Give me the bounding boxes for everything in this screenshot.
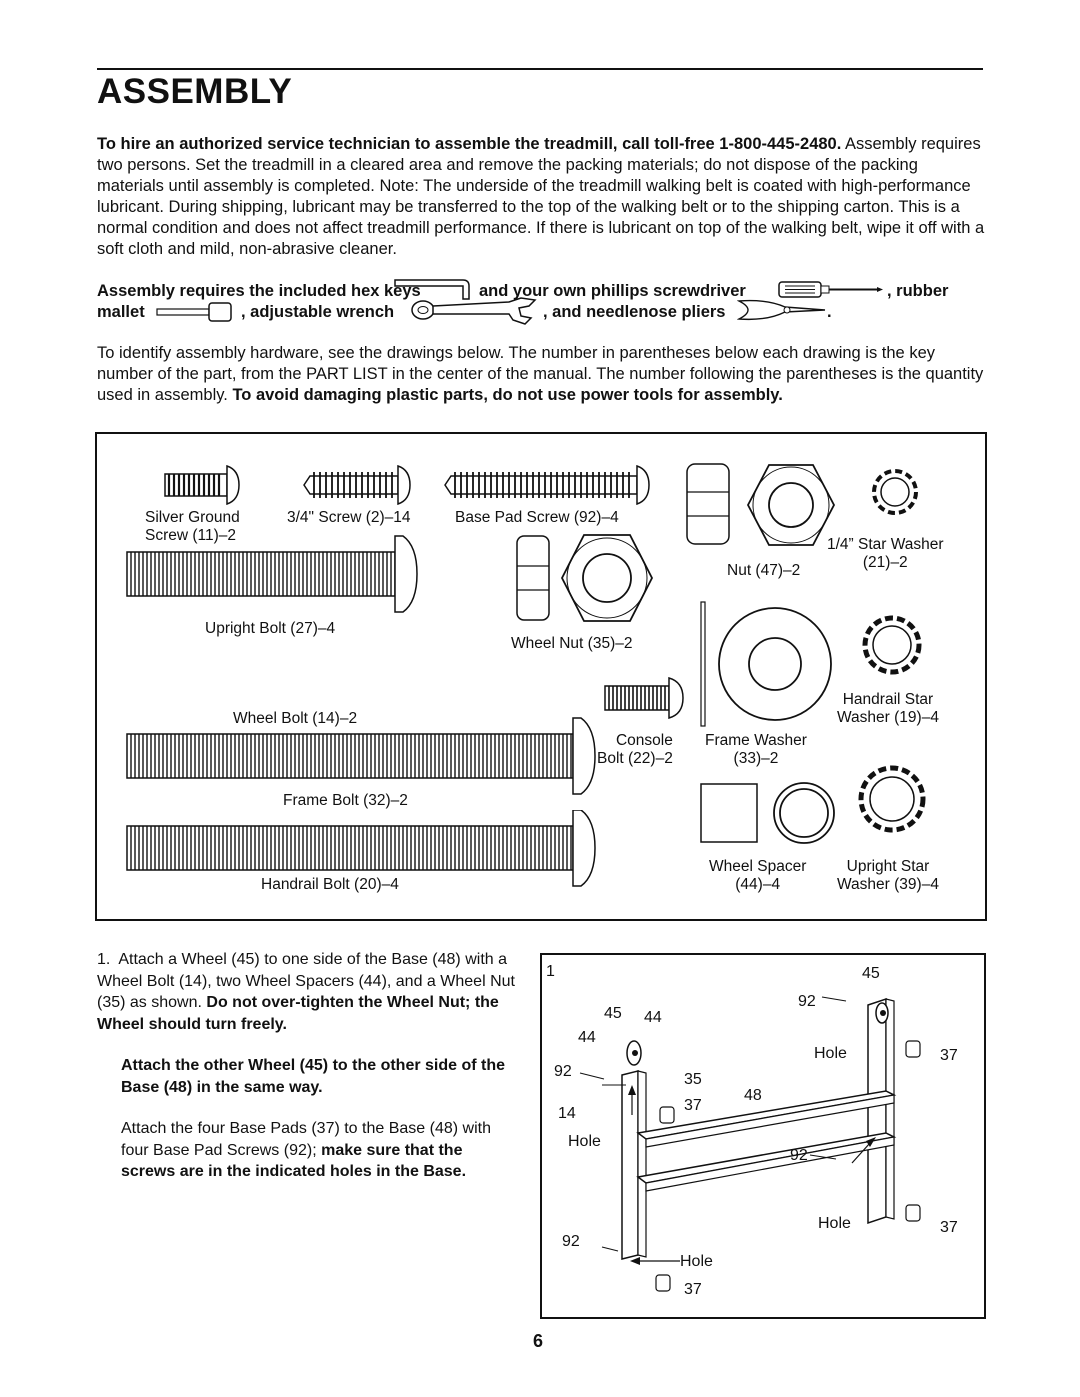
intro-bold: To hire an authorized service technician to assemble the treadmill, call toll-free 1-800-445-2480. (97, 135, 842, 153)
star-washer-small-label (827, 536, 944, 572)
nut-front-drawing (745, 462, 837, 548)
wheel-bolt-drawing (125, 714, 599, 798)
fig-label-35: 35 (684, 1071, 702, 1088)
fig-label-37-left-upper: 37 (684, 1097, 702, 1114)
title-rule (97, 68, 983, 70)
wheel-nut-label: Wheel Nut (35)–2 (511, 635, 633, 652)
wheel-spacer-side-drawing (699, 782, 759, 844)
silver-ground-screw-line1: Silver Ground (145, 509, 240, 526)
intro-text: Assembly requires two persons. Set the treadmill in a cleared area and remove the packing materials; do not dispose of the packing materials until assembly is completed. Note: The underside of the treadmill walking belt is coated with high-performance lubricant. During shipping, lubricant may be transferred to the top of the walking belt or to the shipping carton. This is a normal condition and does not affect treadmill performance. If there is lubricant on top of the walking belt, wipe it off with a soft cloth and mild, non-abrasive cleaner. (97, 135, 985, 258)
fig-label-48: 48 (744, 1087, 762, 1104)
upright-star-washer-label (837, 858, 939, 894)
fig-label-92-wheel: 92 (554, 1063, 572, 1080)
identify-bold: To avoid damaging plastic parts, do not use power tools for assembly. (232, 386, 783, 404)
rubber-mallet-icon (155, 301, 237, 323)
step-1-para-3 (121, 1118, 517, 1183)
frame-bolt-label: Frame Bolt (32)–2 (283, 792, 408, 809)
tools-text-3: , rubber (887, 282, 949, 300)
tools-text-5: , adjustable wrench (241, 303, 395, 321)
identify-paragraph (97, 343, 987, 406)
fig-label-37-left-lower: 37 (684, 1281, 702, 1298)
page-title: ASSEMBLY (97, 72, 293, 111)
fig-label-37-right-lower: 37 (940, 1219, 958, 1236)
fig-label-45-left: 45 (604, 1005, 622, 1022)
fig-label-45-right: 45 (862, 965, 880, 982)
silver-ground-screw-line2: Screw (11)–2 (145, 527, 237, 544)
fig-label-hole-right-upper: Hole (814, 1045, 847, 1062)
tools-text-6: , and needlenose pliers (543, 303, 726, 321)
upright-bolt-label: Upright Bolt (27)–4 (205, 620, 336, 637)
adjustable-wrench-icon (409, 296, 541, 326)
step-1-text-3: Attach the four Base Pads (37) to the Base (48) with four Base Pad Screws (92); (121, 1120, 491, 1159)
fig-label-44-left: 44 (578, 1029, 596, 1046)
fig-label-37-right-upper: 37 (940, 1047, 958, 1064)
tools-text-4: mallet (97, 303, 145, 321)
tools-text-2: and your own phillips screwdriver (479, 282, 746, 300)
frame-washer-drawing (699, 600, 839, 730)
frame-washer-line1: Frame Washer (705, 732, 807, 749)
step-1-para-2: Attach the other Wheel (45) to the other side of the Base (48) in the same way. (121, 1057, 506, 1096)
tools-text-7: . (827, 303, 832, 321)
handrail-star-washer-line2: Washer (19)–4 (837, 709, 939, 726)
handrail-star-washer-label (837, 691, 939, 727)
tools-text-1: Assembly requires the included hex keys (97, 282, 421, 300)
step-1-para-1 (97, 949, 517, 1035)
base-pad-screw-drawing (443, 464, 653, 510)
fig-label-92-left-lower: 92 (562, 1233, 580, 1250)
fig-label-hole-right-lower: Hole (818, 1215, 851, 1232)
screw-3-4-drawing (302, 464, 414, 510)
fig-label-14: 14 (558, 1105, 576, 1122)
console-bolt-label (597, 732, 673, 768)
silver-ground-screw-drawing (163, 464, 243, 510)
fig-label-92-right-upper: 92 (798, 993, 816, 1010)
fig-label-92-right-lower: 92 (790, 1147, 808, 1164)
wheel-spacer-label (709, 858, 806, 894)
handrail-star-washer-line1: Handrail Star (842, 691, 934, 708)
intro-paragraph (97, 134, 987, 260)
wheel-nut-front-drawing (559, 532, 655, 624)
figure-step-number: 1 (546, 963, 555, 980)
step-1-bold-3: make sure that the screws are in the indicated holes in the Base. (121, 1141, 467, 1180)
wheel-spacer-front-drawing (771, 780, 837, 846)
upright-star-washer-drawing (853, 760, 931, 838)
console-bolt-line2: Bolt (22)–2 (597, 750, 673, 767)
console-bolt-drawing (603, 676, 689, 722)
frame-washer-line2: (33)–2 (733, 750, 779, 767)
page-number: 6 (533, 1331, 544, 1351)
wheel-nut-side-drawing (515, 534, 553, 624)
handrail-bolt-label: Handrail Bolt (20)–4 (261, 876, 399, 893)
wheel-spacer-line1: Wheel Spacer (709, 858, 807, 875)
fig-label-hole-left-upper: Hole (568, 1133, 601, 1150)
wheel-spacer-line2: (44)–4 (735, 876, 781, 893)
step-1-text-1: 1. Attach a Wheel (45) to one side of the Base (48) with a Wheel Bolt (14), two Wheel Spacers (44), and a Wheel Nut (35) as shown. (97, 951, 515, 1011)
base-pad-screw-label: Base Pad Screw (92)–4 (455, 509, 619, 526)
upright-bolt-drawing (125, 530, 419, 614)
nut-label: Nut (47)–2 (727, 562, 801, 579)
hardware-chart (95, 432, 987, 921)
fig-label-hole-left-lower: Hole (680, 1253, 713, 1270)
nut-side-drawing (685, 462, 733, 548)
star-washer-small-drawing (867, 464, 923, 520)
handrail-star-washer-drawing (857, 610, 927, 680)
step-1-instructions (97, 949, 517, 1203)
frame-washer-label (705, 732, 807, 768)
step-1-figure (540, 953, 986, 1319)
step-1-bold-1: Do not over-tighten the Wheel Nut; the Wheel should turn freely. (97, 994, 499, 1033)
upright-star-washer-line1: Upright Star (846, 858, 930, 875)
needlenose-pliers-icon (737, 297, 827, 323)
wheel-bolt-label: Wheel Bolt (14)–2 (233, 710, 358, 727)
identify-text: To identify assembly hardware, see the drawings below. The number in parentheses below each drawing is the key number of the part, from the PART LIST in the center of the manual. The number following the parentheses is the quantity used in assembly. (97, 344, 984, 404)
upright-star-washer-line2: Washer (39)–4 (837, 876, 939, 893)
star-washer-small-line1: 1/4” Star Washer (827, 536, 944, 553)
console-bolt-line1: Console (615, 732, 673, 749)
star-washer-small-line2: (21)–2 (862, 554, 908, 571)
fig-label-44-right: 44 (644, 1009, 662, 1026)
screw-3-4-label: 3/4" Screw (2)–14 (287, 509, 411, 526)
